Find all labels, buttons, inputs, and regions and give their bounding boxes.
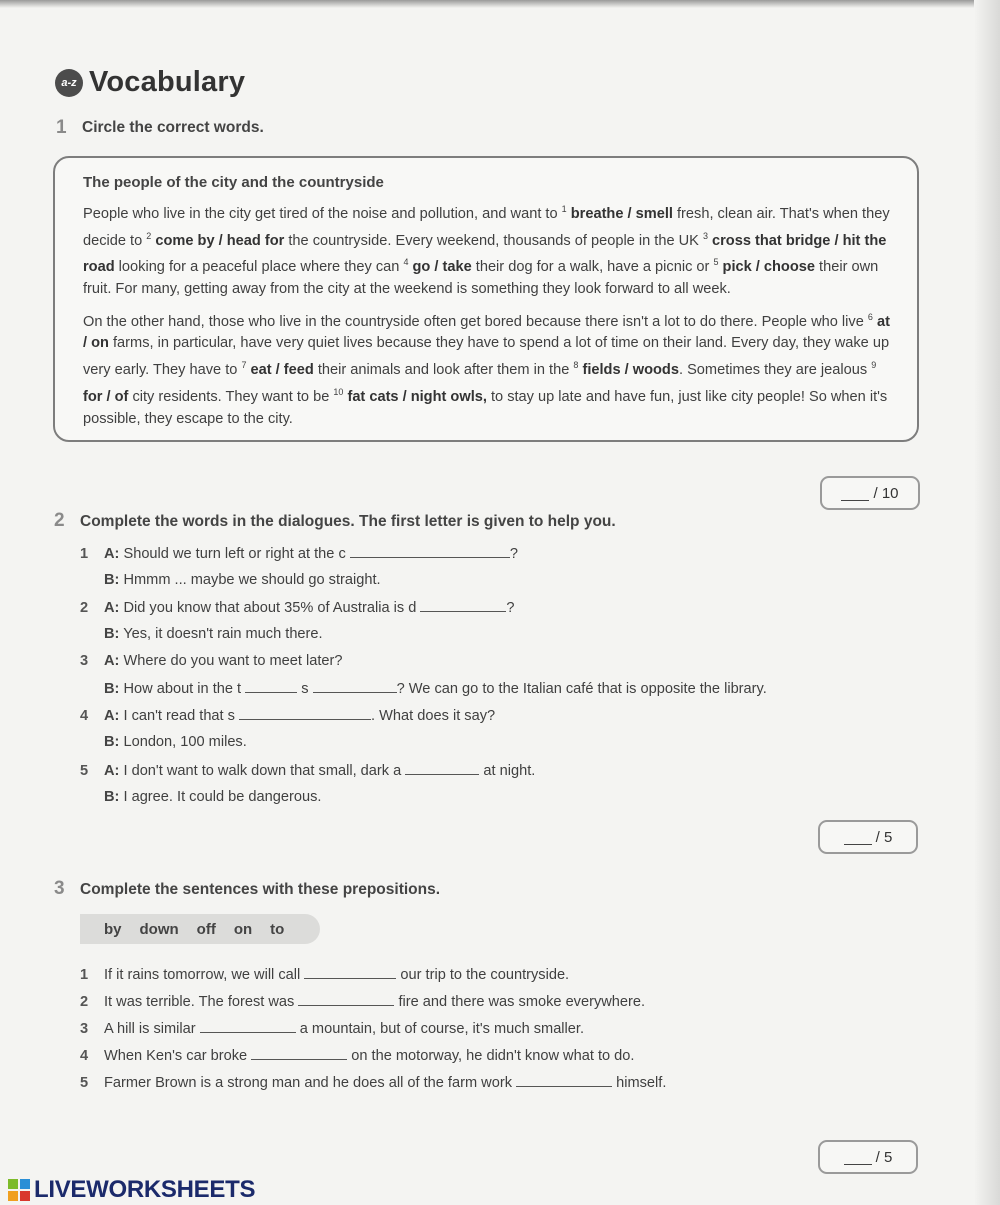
sentence-4: 4 When Ken's car broke on the motorway, he didn't know what to do. [80,1048,635,1064]
choice-6[interactable]: at / on [83,313,890,352]
reading-paragraph-1: People who live in the city get tired of the noise and pollution, and want to $^1$ breathe / smell fresh, clean air. That's when they decide to $^2$ come by / head for the countryside. Every weekend, thousands of people in the UK $^3$ cross that bridge / hit the road looking for a peaceful place where they can $^4$ go / take their dog for a walk, have a picnic or $^5$ pick / choose their own fruit. For many, getting away from the city at the weekend is something they look forward to all week. [83,204,890,297]
choice-8[interactable]: fields / woods [582,362,679,379]
answer-blank[interactable] [245,680,297,693]
dialogue-5-a: 5 A: I don't want to walk down that small, dark a at night. [80,763,536,779]
dialogue-5-b: B: I agree. It could be dangerous. [104,789,322,805]
dialogue-3-b: B: How about in the t s ? We can go to the Italian café that is opposite the library. [104,681,767,697]
choice-3[interactable]: cross that bridge / hit the road [83,232,887,276]
answer-blank[interactable] [200,1020,296,1033]
dialogue-3-a: 3 A: Where do you want to meet later? [80,653,343,669]
dialogue-2-b: B: Yes, it doesn't rain much there. [104,626,323,642]
dialogue-1-a: 1 A: Should we turn left or right at the c ? [80,546,518,562]
choice-2[interactable]: come by / head for [155,232,285,249]
page-spine-shadow [974,0,1000,1205]
answer-blank[interactable] [298,993,394,1006]
section-header [55,66,245,99]
logo-text: LIVEWORKSHEETS [34,1176,256,1203]
word-off: off [196,920,216,938]
word-box [80,914,320,944]
sentence-1: 1 If it rains tomorrow, we will call our trip to the countryside. [80,967,570,983]
answer-blank[interactable] [304,966,396,979]
choice-9[interactable]: for / of [83,388,129,405]
exercise-1-number: 1 [56,117,67,138]
word-to: to [270,920,285,938]
exercise-3-score: / 5 [818,1140,918,1174]
exercise-1-instruction: Circle the correct words. [82,119,264,136]
answer-blank[interactable] [516,1074,612,1087]
score-input[interactable] [841,486,869,501]
sentence-5: 5 Farmer Brown is a strong man and he does all of the farm work himself. [80,1075,667,1091]
answer-blank[interactable] [313,680,397,693]
dialogue-2-a: 2 A: Did you know that about 35% of Australia is d ? [80,600,515,616]
answer-blank[interactable] [350,545,510,558]
answer-blank[interactable] [405,762,479,775]
choice-7[interactable]: eat / feed [250,362,314,379]
word-down: down [139,920,179,938]
exercise-3-number: 3 [54,878,65,899]
dialogue-4-a: 4 A: I can't read that s . What does it say? [80,708,496,724]
score-input[interactable] [844,830,872,845]
dialogue-1-b: B: Hmmm ... maybe we should go straight. [104,572,381,588]
reading-passage-box [53,156,919,442]
liveworksheets-logo[interactable] [8,1176,255,1204]
choice-10[interactable]: fat cats / night owls, [347,388,487,405]
exercise-3-instruction: Complete the sentences with these prepositions. [80,881,441,898]
choice-4[interactable]: go / take [412,259,472,276]
answer-blank[interactable] [420,599,506,612]
choice-1[interactable]: breathe / smell [570,205,673,222]
exercise-2-instruction: Complete the words in the dialogues. The first letter is given to help you. [80,513,616,530]
dialogue-4-b: B: London, 100 miles. [104,734,247,750]
exercise-2-score: / 5 [818,820,918,854]
page-title: Vocabulary [89,66,246,98]
page-top-edge [0,0,1000,8]
reading-paragraph-2: On the other hand, those who live in the countryside often get bored because there isn't a lot to do there. People who live $^6$ at / on farms, in particular, have very quiet lives because they have to spend a lot of time on their land. Every day, they wake up very early. They have to $^7$ eat / feed their animals and look after them in the $^8$ fields / woods. Sometimes they are jealous $^9$ for / of city residents. They want to be $^{10}$ fat cats / night owls, to stay up late and have fun, just like city people! So when it's possible, they escape to the city. [83,311,890,427]
score-input[interactable] [844,1150,872,1165]
answer-blank[interactable] [251,1047,347,1060]
sentence-2: 2 It was terrible. The forest was fire and there was smoke everywhere. [80,994,646,1010]
sentence-3: 3 A hill is similar a mountain, but of course, it's much smaller. [80,1021,585,1037]
word-by: by [104,920,122,938]
answer-blank[interactable] [239,707,371,720]
choice-5[interactable]: pick / choose [722,259,815,276]
exercise-2-number: 2 [54,510,65,531]
exercise-1-score: / 10 [820,476,920,510]
logo-mark-icon [8,1179,30,1201]
reading-title: The people of the city and the countryside [83,174,384,191]
word-on: on [233,920,253,938]
a-z-icon: a-z [55,69,83,97]
